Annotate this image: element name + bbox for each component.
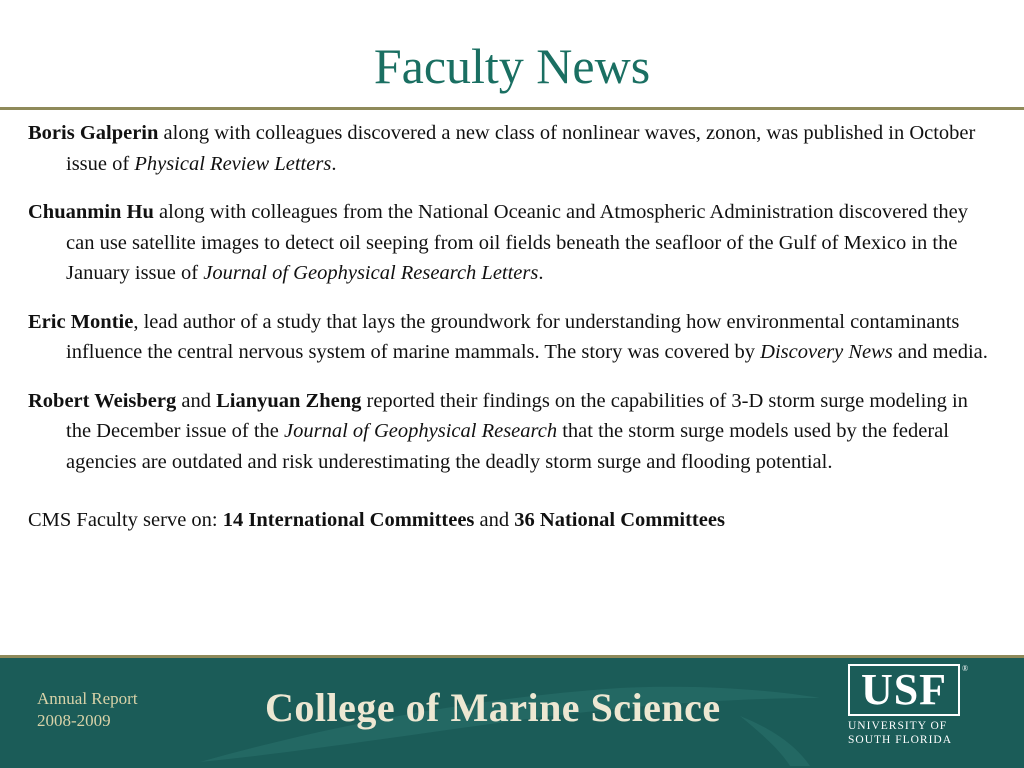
text-run: . <box>331 152 337 175</box>
text-run: that the storm surge models used by the federal agencies are outdated and risk underestimating the deadly storm surge and flooding potential. <box>66 420 949 473</box>
news-item <box>28 118 998 179</box>
publication-title: Physical Review Letters <box>134 152 332 175</box>
annual-report-title: Annual Report <box>37 689 138 708</box>
page-title: Faculty News <box>373 38 651 94</box>
publication-title: Journal of Geophysical Research <box>284 420 558 442</box>
bold-text: Robert Weisberg <box>28 389 177 412</box>
text-run: CMS Faculty serve on: <box>28 509 223 531</box>
registered-mark: ® <box>962 664 969 673</box>
bold-text: Boris Galperin <box>28 122 159 144</box>
bold-text: Lianyuan Zheng <box>216 389 362 412</box>
text-run: along with colleagues discovered a new class of nonlinear waves, zonon, was published in October issue of <box>66 122 976 175</box>
usf-logo <box>848 664 968 747</box>
usf-logo-line2: SOUTH FLORIDA <box>848 734 953 746</box>
annual-report-year: 2008-2009 <box>37 711 111 730</box>
usf-logo-mark: USF <box>848 664 960 716</box>
text-run: and media. <box>892 341 988 363</box>
news-list <box>28 118 998 554</box>
footer-banner <box>0 655 1024 768</box>
text-run: and <box>176 389 217 412</box>
bold-text: Chuanmin Hu <box>28 201 154 223</box>
publication-title: Journal of Geophysical Research Letters <box>203 262 539 284</box>
committees-summary <box>28 505 998 536</box>
text-run: along with colleagues from the National Oceanic and Atmospheric Administration discovered they can use satellite images to detect oil seeping from oil fields beneath the seafloor of the Gulf of Mexico in the January issue of <box>66 201 968 284</box>
usf-logo-line1: UNIVERSITY OF <box>848 720 948 732</box>
college-name: College of Marine Science <box>265 685 721 730</box>
bold-text: 36 National Committees <box>514 509 725 531</box>
news-item <box>28 386 998 478</box>
annual-report-label <box>37 688 138 732</box>
news-item <box>28 197 998 289</box>
title-divider <box>0 107 1024 110</box>
text-run: reported their findings on the capabilities of 3-D storm surge modeling in the December issue of the <box>66 389 968 442</box>
publication-title: Discovery News <box>760 341 893 363</box>
bold-text: Eric Montie <box>28 310 134 333</box>
text-run: . <box>538 262 544 284</box>
bold-text: 14 International Committees <box>222 509 475 531</box>
text-run: and <box>474 509 515 531</box>
news-item <box>28 307 998 368</box>
text-run: , lead author of a study that lays the groundwork for understanding how environmental contaminants influence the central nervous system of marine mammals. The story was covered by <box>66 310 960 363</box>
